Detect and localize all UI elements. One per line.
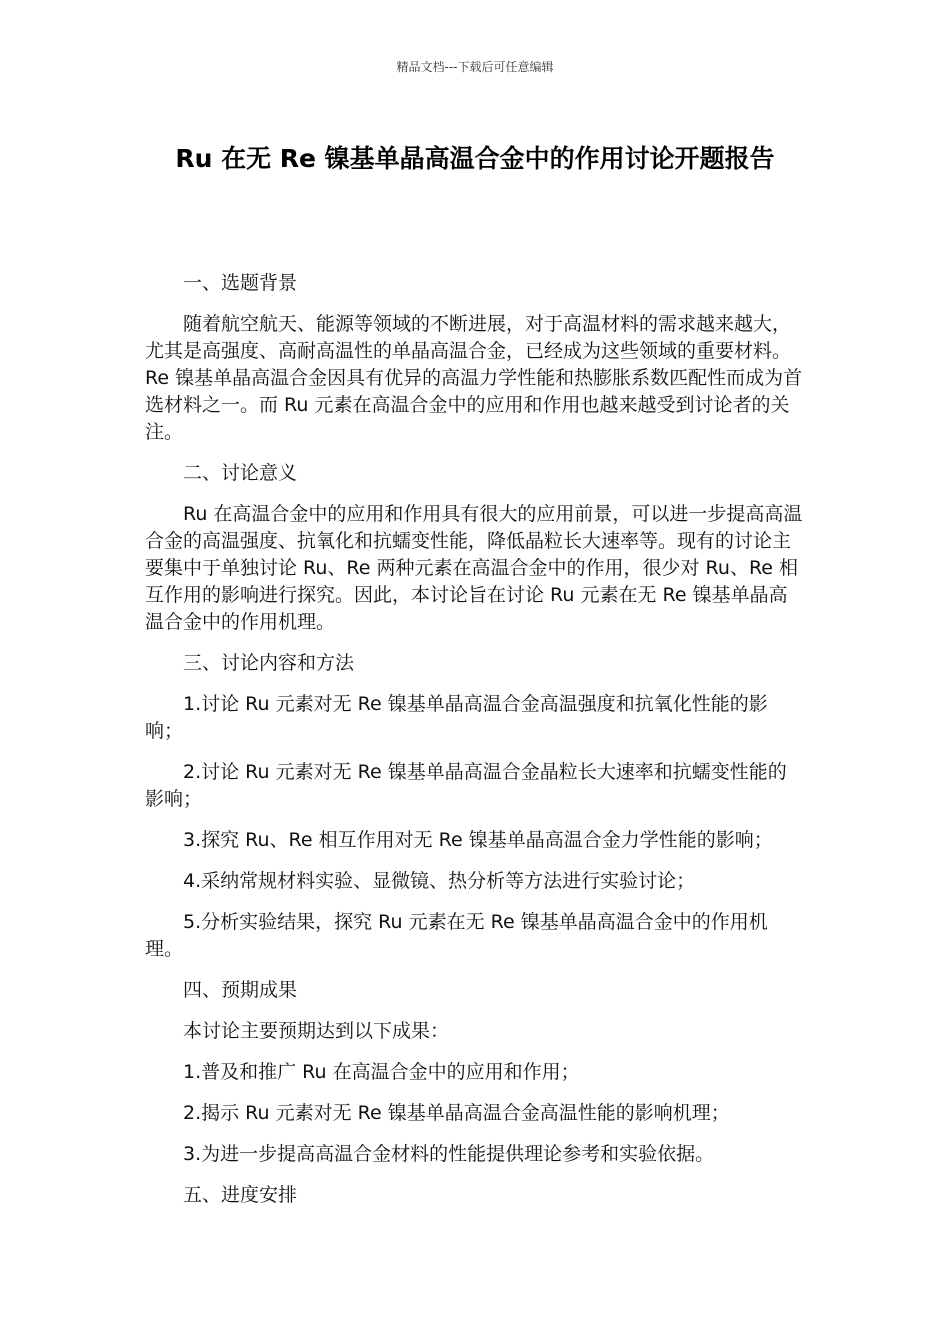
section-heading-methods: 三、讨论内容和方法 — [183, 652, 355, 674]
list-item-method-4: 4.采纳常规材料实验、显微镜、热分析等方法进行实验讨论； — [183, 870, 696, 892]
paragraph-background: 随着航空航天、能源等领域的不断进展，对于高温材料的需求越来越大，尤其是高强度、高耐高温性的单晶高温合金，已经成为这些领域的重要材料。Re 镍基单晶高温合金因具有优异的高温力学性能和热膨胀系数匹配性而成为首选材料之一。而 Ru 元素在高温合金中的应用和作用也越来越受到讨论者的关注。 — [145, 313, 803, 443]
paragraph-significance: Ru 在高温合金中的应用和作用具有很大的应用前景，可以进一步提高高温合金的高温强度、抗氧化和抗蠕变性能，降低晶粒长大速率等。现有的讨论主要集中于单独讨论 Ru、Re 两种元素在高温合金中的作用，很少对 Ru、Re 相互作用的影响进行探究。因此，本讨论旨在讨论 Ru 元素在无 Re 镍基单晶高温合金中的作用机理。 — [145, 503, 803, 633]
list-item-outcome-3: 3.为进一步提高高温合金材料的性能提供理论参考和实验依据。 — [183, 1143, 715, 1165]
list-item-method-3: 3.探究 Ru、Re 相互作用对无 Re 镍基单晶高温合金力学性能的影响； — [183, 829, 773, 851]
header-note: 精品文档---下载后可任意编辑 — [396, 60, 554, 74]
list-item-method-2: 2.讨论 Ru 元素对无 Re 镍基单晶高温合金晶粒长大速率和抗蠕变性能的影响； — [145, 761, 787, 810]
list-item-method-1: 1.讨论 Ru 元素对无 Re 镍基单晶高温合金高温强度和抗氧化性能的影响； — [145, 693, 768, 742]
list-item-outcome-2: 2.揭示 Ru 元素对无 Re 镍基单晶高温合金高温性能的影响机理； — [183, 1102, 730, 1124]
list-item-outcome-1: 1.普及和推广 Ru 在高温合金中的应用和作用； — [183, 1061, 580, 1083]
section-heading-significance: 二、讨论意义 — [183, 462, 298, 484]
section-heading-outcomes: 四、预期成果 — [183, 979, 298, 1001]
document-body — [145, 270, 805, 1223]
list-item-method-5: 5.分析实验结果，探究 Ru 元素在无 Re 镍基单晶高温合金中的作用机理。 — [145, 911, 768, 960]
section-heading-background: 一、选题背景 — [183, 272, 298, 294]
section-heading-schedule: 五、进度安排 — [183, 1184, 298, 1206]
paragraph-outcomes-intro: 本讨论主要预期达到以下成果： — [183, 1020, 450, 1042]
document-title: Ru 在无 Re 镍基单晶高温合金中的作用讨论开题报告 — [175, 144, 775, 173]
